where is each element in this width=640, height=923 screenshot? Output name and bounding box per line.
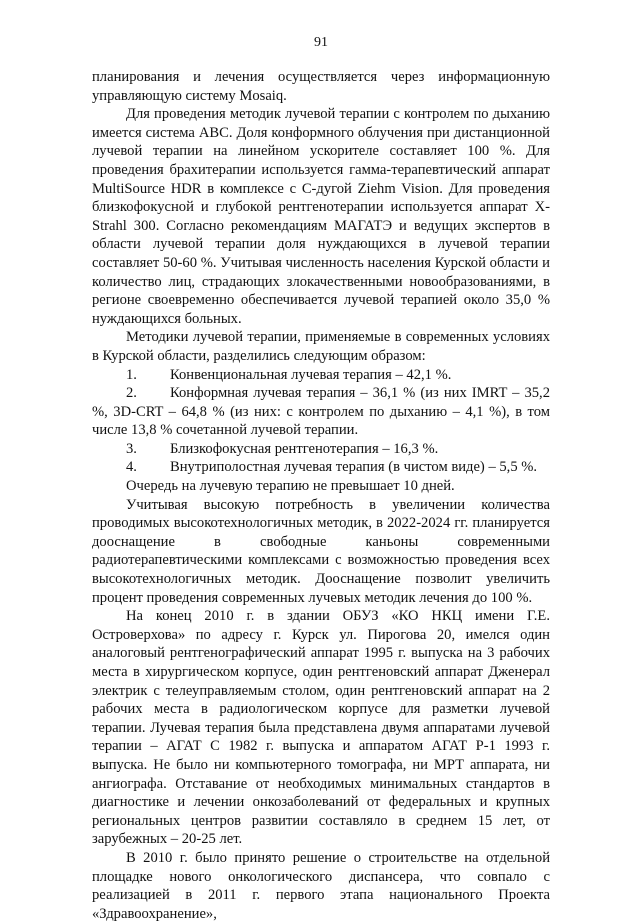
paragraph-upgrade-plan: Учитывая высокую потребность в увеличении количества проводимых высокотехнологичных методик, в 2022-2024 гг. планируется дооснащение в свободные каньоны современными радиотерапевтическими комплексами с возможностью проведения всех высокотехнологичных методик. Дооснащение позволит увеличить процент проведения современных лучевых методик лечения до 100 %. [92, 496, 550, 606]
list-number: 3. [126, 440, 137, 457]
list-item-1 [92, 366, 550, 385]
page-number: 91 [314, 35, 328, 50]
list-text: Конформная лучевая терапия – 36,1 % (из них IMRT – 35,2 %, 3D-CRT – 64,8 % (из них: с контролем по дыханию – 4,1 %), в том числе 13,8 % сочетанной лучевой терапии. [92, 385, 550, 439]
list-text: Близкофокусная рентгенотерапия – 16,3 %. [170, 440, 439, 457]
list-number: 2. [126, 385, 137, 402]
list-number: 1. [126, 366, 137, 383]
paragraph-new-dispensary: В 2010 г. было принято решение о строительстве на отдельной площадке нового онкологического диспансера, что совпало с реализацией в 2011 г. первого этапа национального Проекта «Здравоохранение», [92, 849, 550, 922]
list-item-4 [92, 458, 550, 477]
paragraph-continuation: планирования и лечения осуществляется через информационную управляющую систему Mosaiq. [92, 69, 550, 104]
paragraph-2010-equipment: На конец 2010 г. в здании ОБУЗ «КО НКЦ имени Г.Е. Островерхова» по адресу г. Курск ул. Пирогова 20, имелся один аналоговый рентгенографический аппарат 1995 г. выпуска на 3 рабочих места в хирургическом корпусе, один рентгеновский аппарат Дженерал электрик с телеуправляемым столом, один рентгеновский аппарат на 2 рабочих места в радиологическом корпусе для разметки лучевой терапии. Лучевая терапия была представлена двумя аппаратами лучевой терапии – АГАТ С 1982 г. выпуска и аппаратом АГАТ Р-1 1993 г. выпуска. Не было ни компьютерного томографа, ни МРТ аппарата, ни ангиографа. Отставание от необходимых минимальных стандартов в диагностике и лечении онкозаболеваний от федеральных и крупных региональных центров развитии составляло в среднем 15 лет, от зарубежных – 20-25 лет. [92, 608, 550, 848]
paragraph-breathing-control: Для проведения методик лучевой терапии с контролем по дыханию имеется система ABC. Доля конформного облучения при дистанционной лучевой терапии на линейном ускорителе составляет 100 %. Для проведения брахитерапии используется гамма-терапевтический аппарат MultiSource HDR в комплексе с С-дугой Ziehm Vision. Для проведения близкофокусной и глубокой рентгенотерапии используется аппарат X-Strahl 300. Согласно рекомендациям МАГАТЭ и ведущих экспертов в области лучевой терапии доля нуждающихся в лучевой терапии составляет 50-60 %. Учитывая численность населения Курской области и количество лиц, страдающих злокачественными новообразованиями, в регионе своевременно обеспечивается лучевой терапией около 35,0 % нуждающихся больных. [92, 106, 550, 327]
list-item-3 [92, 440, 550, 459]
document-page [92, 34, 550, 923]
list-number: 4. [126, 459, 137, 476]
list-text: Внутриполостная лучевая терапия (в чистом виде) – 5,5 %. [170, 459, 538, 476]
paragraph-methods-intro: Методики лучевой терапии, применяемые в современных условиях в Курской области, разделились следующим образом: [92, 329, 550, 364]
paragraph-queue: Очередь на лучевую терапию не превышает 10 дней. [126, 478, 455, 495]
list-item-2 [92, 384, 550, 440]
list-text: Конвенциональная лучевая терапия – 42,1 %. [170, 366, 452, 383]
